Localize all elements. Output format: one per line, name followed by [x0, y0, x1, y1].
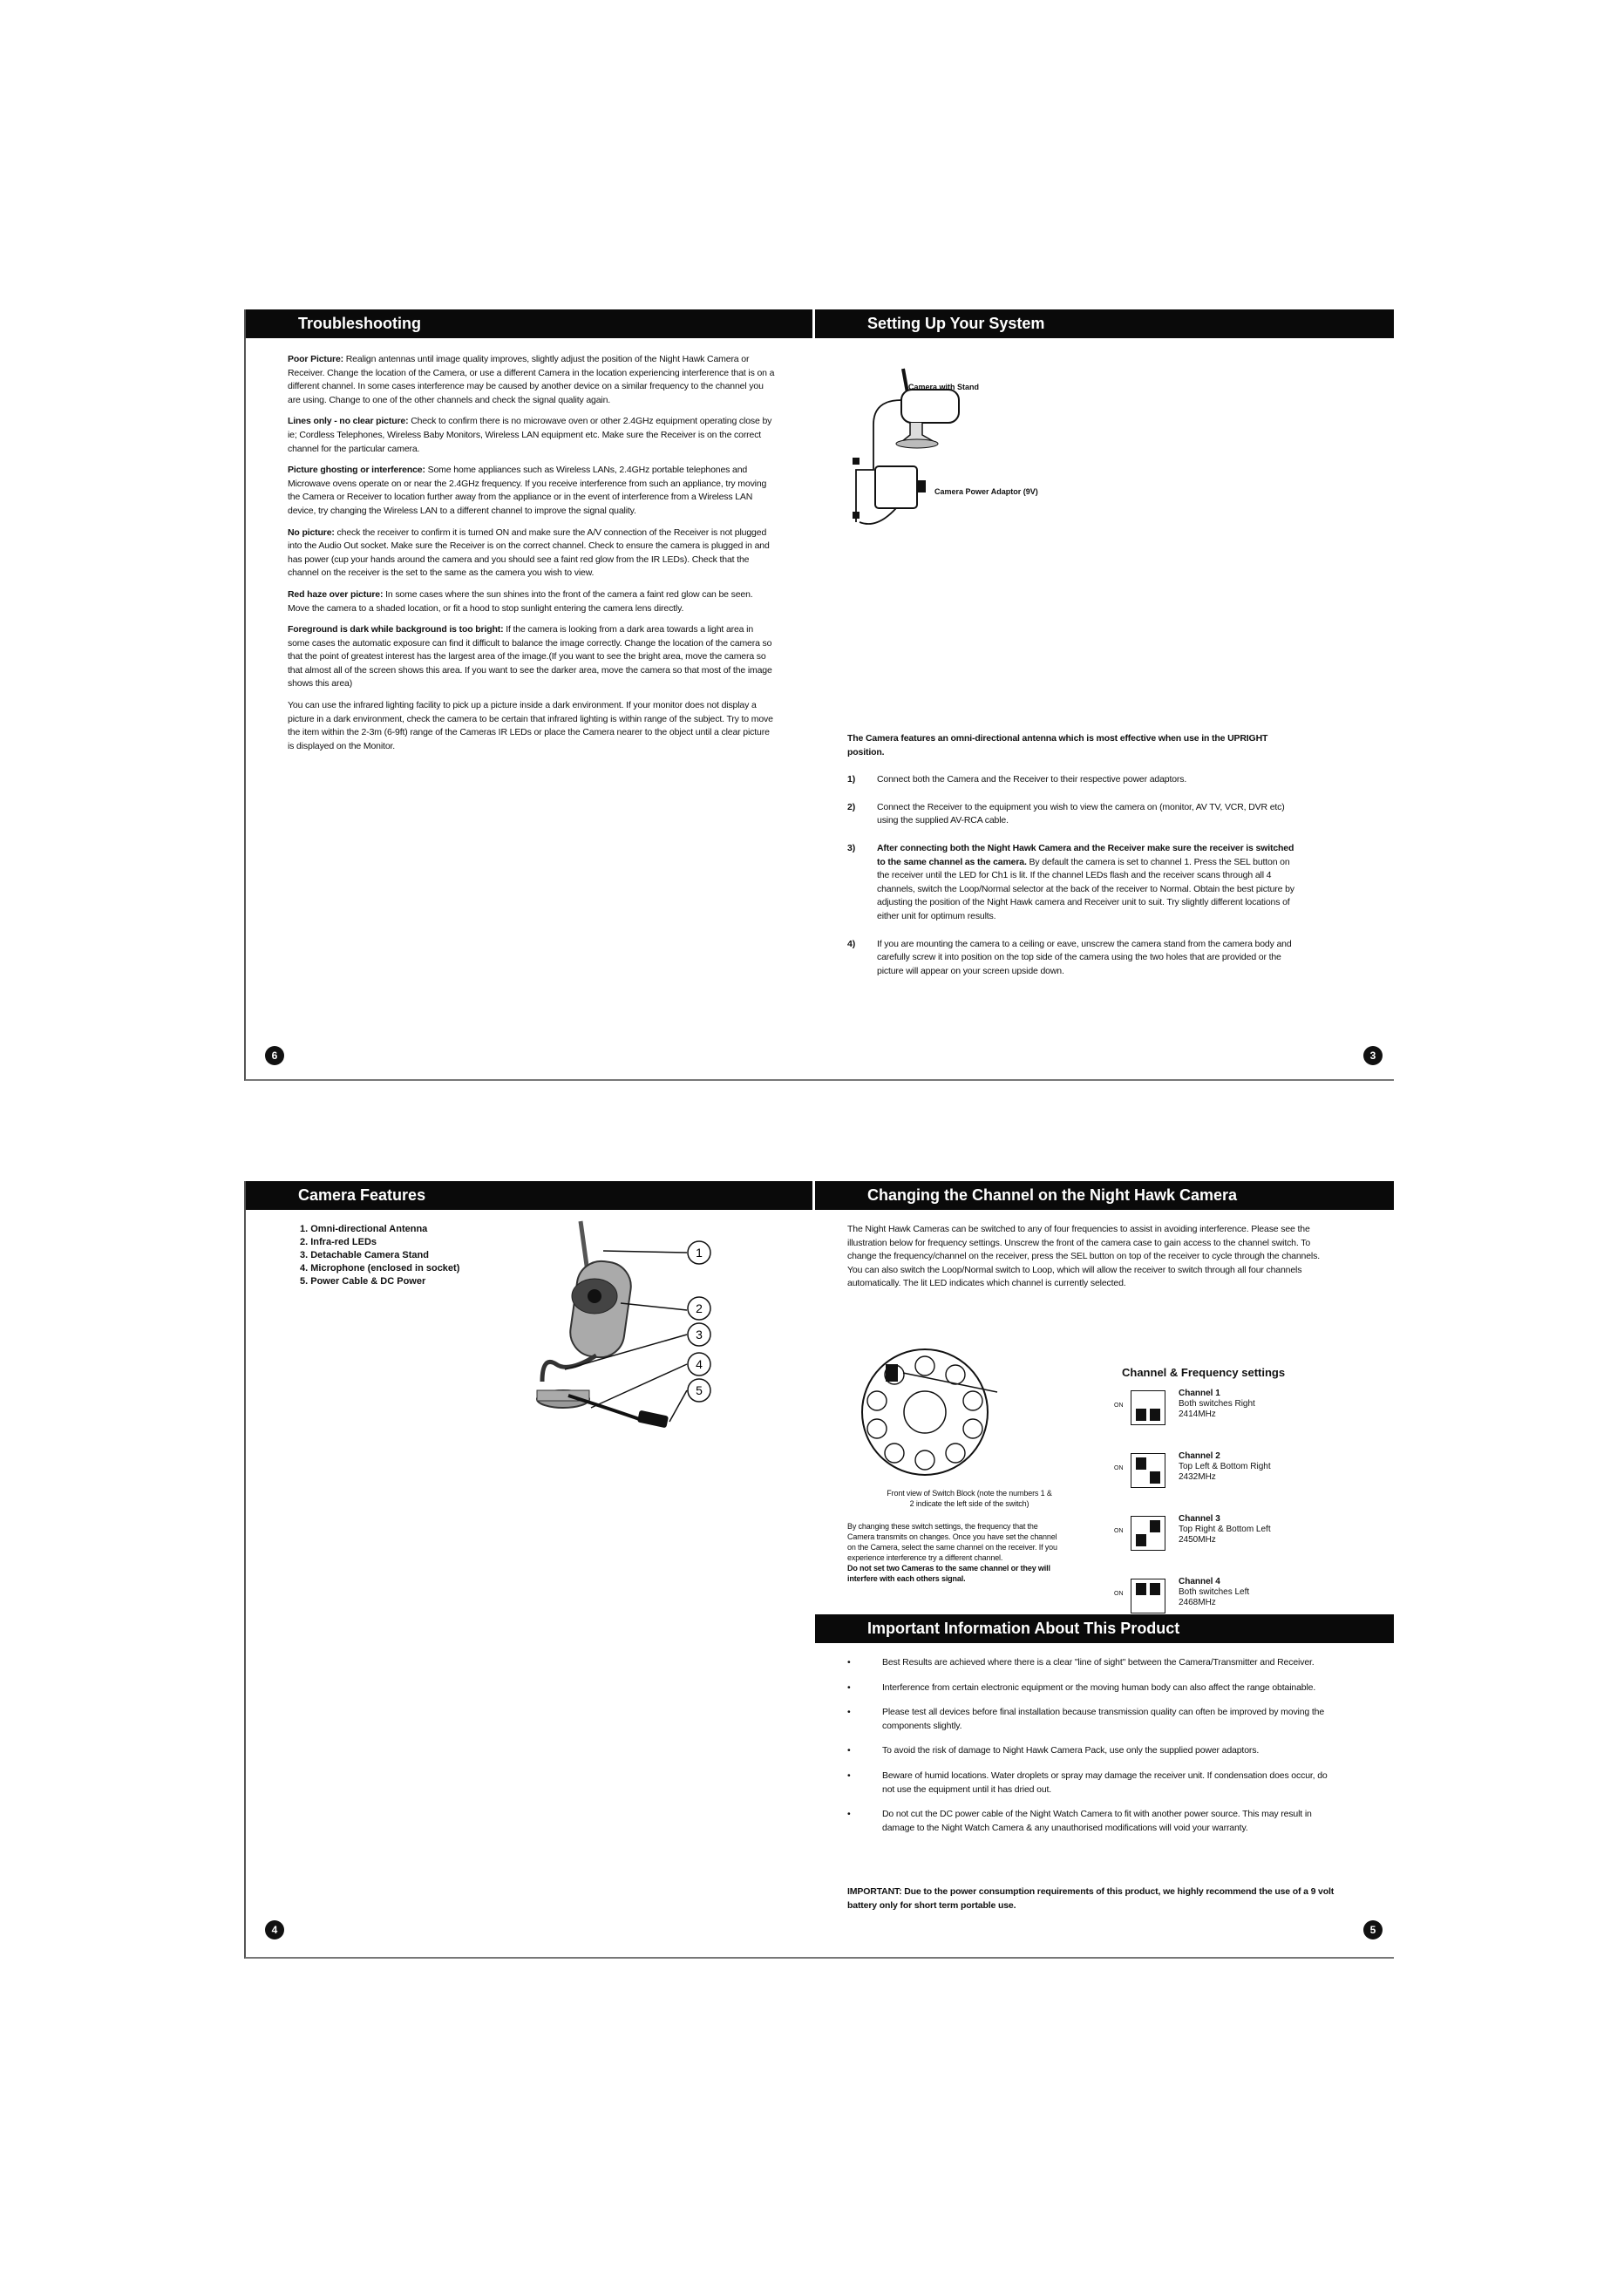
setup-step	[847, 938, 1301, 979]
channel-advice: By changing these switch settings, the frequency that the Camera transmits on changes. Once you have set the channel on the Camera, select the same channel on the receiver. If you experience interference try a different channel.	[847, 1522, 1057, 1562]
important-info-title: Important Information About This Product	[815, 1614, 1394, 1643]
setup-step-number: 1)	[847, 774, 856, 785]
switch-block-icon	[851, 1338, 999, 1486]
switch-block-diagram	[851, 1338, 999, 1486]
switch-lever	[1150, 1583, 1160, 1595]
troubleshooting-paragraph-lead: Lines only - no clear picture:	[288, 416, 409, 427]
setup-steps-area	[847, 732, 1301, 992]
channel-2-switch	[1114, 1453, 1165, 1488]
feature-item: 4. Microphone (enclosed in socket)	[300, 1263, 460, 1274]
channel-name: Channel 1	[1179, 1389, 1220, 1398]
troubleshooting-paragraph	[288, 588, 776, 615]
troubleshooting-paragraph	[288, 623, 776, 691]
feature-item: 1. Omni-directional Antenna	[300, 1224, 428, 1234]
setup-step-text: By default the camera is set to channel 1. Press the SEL button on the receiver until the LED for Ch1 is lit. If the channel LEDs flash and the receiver scans through all 4 channels, switch the Loop/Normal selector at the back of the receiver to Normal. Obtain the best picture by adjusting the position of the Night Hawk camera and Receiver unit to suit. Try slightly different locations of either unit for optimum results.	[877, 856, 1294, 921]
channel-4-label	[1179, 1577, 1249, 1608]
troubleshooting-paragraph-body: check the receiver to confirm it is turned ON and make sure the A/V connection of the Receiver is not plugged into the Audio Out socket. Make sure the Receiver is on the correct channel. Check to ensure the camera is plugged in and has power (cup your hands around the camera and you should see a faint red glow from the IR LEDs). Check that the channel on the receiver is the set to the same as the camera you wish to view.	[288, 526, 770, 579]
power-cable-icon	[568, 1396, 647, 1422]
important-bullet-text: Interference from certain electronic equipment or the moving human body can also affect the range obtainable.	[882, 1681, 1316, 1693]
setup-diagram	[847, 355, 1065, 538]
troubleshooting-section	[288, 353, 776, 761]
channel-3-label	[1179, 1514, 1271, 1545]
troubleshooting-paragraph-body: Check to confirm there is no microwave oven or other 2.4GHz equipment operating close by ie; Cordless Telephones, Wireless Baby Monitors, Wireless LAN equipment etc. Make sure the Receiver is on the correct channel for the particular camera.	[288, 416, 772, 454]
important-bullet	[847, 1808, 1335, 1835]
bullet-icon: •	[847, 1681, 851, 1693]
channel-advice-warning: Do not set two Cameras to the same channel or they will interfere with each others signal.	[847, 1564, 1050, 1583]
channel-name: Channel 2	[1179, 1451, 1220, 1461]
channel-desc: Both switches Left	[1179, 1587, 1250, 1597]
switch-on-tag: ON	[1114, 1591, 1124, 1597]
switch-lever	[1136, 1583, 1146, 1595]
channel-freq: 2414MHz	[1179, 1410, 1216, 1419]
troubleshooting-paragraph	[288, 699, 776, 753]
spread-bottom	[244, 1181, 1394, 1959]
setup-step	[847, 801, 1301, 828]
callout-2-label: 2	[696, 1301, 703, 1315]
troubleshooting-paragraph-lead: Foreground is dark while background is too bright:	[288, 624, 504, 635]
troubleshooting-paragraph-lead: No picture:	[288, 526, 335, 538]
troubleshooting-paragraph-body: Realign antennas until image quality improves, slightly adjust the position of the Night Hawk Camera or Receiver. Change the location of the Camera, or use a different Camera in the location experiencing interference that is on a different channel. In some cases interference may be caused by another device on a similar frequency to the channel you are using. Change to one of the other channels and check the signal quality again.	[288, 354, 775, 405]
channel-name: Channel 3	[1179, 1514, 1220, 1524]
important-bullet-text: Do not cut the DC power cable of the Night Watch Camera to fit with another power source. This may result in damage to the Night Watch Camera & any unauthorised modifications will void your warranty.	[882, 1809, 1312, 1833]
camera-features-diagram	[507, 1216, 769, 1460]
page-number-right-bottom: 5	[1363, 1920, 1383, 1939]
troubleshooting-paragraph	[288, 464, 776, 518]
channel-intro: The Night Hawk Cameras can be switched to any of four frequencies to assist in avoiding interference. Please see the illustration below for frequency settings. Unscrew the front of the camera case to gain access to the channel switch. To change the frequency/channel on the receiver, press the SEL button on top of the receiver to cycle through the channels. You can also switch the Loop/Normal switch to Loop, which will allow the receiver to switch through all four channels automatically. The lit LED indicates which channel is currently selected.	[847, 1224, 1320, 1289]
switch-lever	[1136, 1409, 1146, 1421]
bullet-icon: •	[847, 1707, 851, 1718]
label-camera-with-stand: Camera with Stand	[908, 383, 980, 391]
channel-4-switch	[1114, 1579, 1165, 1613]
camera-features-title: Camera Features	[246, 1181, 812, 1210]
channel-title: Changing the Channel on the Night Hawk Camera	[815, 1181, 1394, 1210]
channel-freq: 2468MHz	[1179, 1598, 1216, 1607]
channel-settings-title: Channel & Frequency settings	[1122, 1366, 1286, 1379]
switch-on-tag: ON	[1114, 1528, 1124, 1534]
switch-lever	[1150, 1520, 1160, 1532]
setup-steps	[847, 773, 1301, 978]
feature-item: 3. Detachable Camera Stand	[300, 1250, 429, 1260]
important-bullet-text: Please test all devices before final installation because transmission quality can often be improved by moving the components slightly.	[882, 1707, 1325, 1731]
antenna-icon	[581, 1221, 588, 1272]
troubleshooting-paragraph	[288, 415, 776, 456]
label-power-adaptor: Camera Power Adaptor (9V)	[934, 487, 1038, 496]
troubleshooting-paragraph-lead: Poor Picture:	[288, 354, 343, 364]
important-bullet	[847, 1770, 1335, 1797]
setup-step-number: 2)	[847, 801, 856, 812]
feature-item: 2. Infra-red LEDs	[300, 1237, 377, 1247]
channel-freq: 2450MHz	[1179, 1535, 1216, 1545]
channel-1-switch	[1114, 1390, 1165, 1425]
callout-5-label: 5	[696, 1383, 703, 1397]
setup-step-text: Connect both the Camera and the Receiver to their respective power adaptors.	[877, 774, 1187, 785]
important-bullet	[847, 1744, 1335, 1758]
switch-lever	[1136, 1534, 1146, 1546]
switch-lever	[1136, 1457, 1146, 1470]
important-bullet-text: Best Results are achieved where there is a clear "line of sight" between the Camera/Transmitter and Receiver.	[882, 1657, 1315, 1668]
setup-title: Setting Up Your System	[815, 309, 1394, 338]
important-bullet	[847, 1706, 1335, 1733]
switch-on-tag: ON	[1114, 1465, 1124, 1471]
channel-desc: Top Left & Bottom Right	[1179, 1462, 1271, 1471]
channel-desc: Top Right & Bottom Left	[1179, 1525, 1271, 1534]
channel-2-label	[1179, 1451, 1271, 1483]
antenna-note: The Camera features an omni-directional antenna which is most effective when use in the UPRIGHT position.	[847, 733, 1268, 757]
important-footer-text: Due to the power consumption requirements of this product, we highly recommend the use of a 9 volt battery only for short term portable use.	[847, 1886, 1335, 1911]
setup-step-number: 4)	[847, 938, 856, 949]
important-bullet	[847, 1656, 1335, 1670]
important-info-list	[847, 1656, 1335, 1846]
page-number-left-bottom: 4	[265, 1920, 284, 1939]
camera-photo-illustration	[507, 1216, 769, 1460]
troubleshooting-paragraph	[288, 526, 776, 581]
page-number-left-top: 6	[265, 1046, 284, 1065]
troubleshooting-paragraph-body: You can use the infrared lighting facility to pick up a picture inside a dark environment. If your monitor does not display a picture in a dark environment, check the camera to be certain that infrared lighting is within range of the subject. Try to move the item within the 2-3m (6-9ft) range of the Cameras IR LEDs or place the Camera nearer to the object until a clear picture is displayed on the Monitor.	[288, 700, 773, 751]
bullet-icon: •	[847, 1657, 851, 1668]
setup-step-number: 3)	[847, 842, 856, 853]
features-list	[300, 1223, 509, 1288]
troubleshooting-paragraph-lead: Picture ghosting or interference:	[288, 465, 425, 476]
troubleshooting-title: Troubleshooting	[246, 309, 812, 338]
camera-body-icon	[901, 390, 959, 423]
switch-lever	[1150, 1409, 1160, 1421]
switch-lever	[1150, 1471, 1160, 1484]
channel-1-label	[1179, 1389, 1255, 1420]
setup-step	[847, 773, 1301, 787]
setup-step	[847, 842, 1301, 924]
channel-name: Channel 4	[1179, 1577, 1220, 1586]
setup-step-text: Connect the Receiver to the equipment you wish to view the camera on (monitor, AV TV, VCR, DVR etc) using the supplied AV-RCA cable.	[877, 801, 1285, 826]
dc-socket-icon	[637, 1410, 669, 1429]
important-bullet	[847, 1681, 1335, 1695]
channel-3-switch	[1114, 1516, 1165, 1551]
important-footer	[847, 1885, 1335, 1912]
page-number-right-top: 3	[1363, 1046, 1383, 1065]
switch-caption: Front view of Switch Block (note the numbers 1 & 2 indicate the left side of the switch)	[887, 1489, 1052, 1508]
important-bullet-text: To avoid the risk of damage to Night Hawk Camera Pack, use only the supplied power adaptors.	[882, 1745, 1260, 1756]
channel-freq: 2432MHz	[1179, 1472, 1216, 1482]
bullet-icon: •	[847, 1809, 851, 1820]
feature-item: 5. Power Cable & DC Power	[300, 1276, 426, 1287]
callout-1-label: 1	[696, 1246, 703, 1260]
troubleshooting-paragraph	[288, 353, 776, 407]
troubleshooting-paragraph-body: Some home appliances such as Wireless LANs, 2.4GHz portable telephones and Microwave ovens operate on or near the 2.4GHz frequency. If you receive interference from such an appliance, try moving the Camera or Receiver to location further away from the appliance or in the event of interference from a Wireless LAN device, try changing the Wireless LAN to a different channel to improve the signal quality.	[288, 465, 767, 516]
callout-4-label: 4	[696, 1357, 703, 1371]
setup-step-text: If you are mounting the camera to a ceiling or eave, unscrew the camera stand from the camera body and carefully screw it into position on the top side of the camera using the two holes that are provided or the picture will appear on your screen upside down.	[877, 938, 1292, 976]
channel-desc: Both switches Right	[1179, 1399, 1255, 1409]
bullet-icon: •	[847, 1770, 851, 1781]
bullet-icon: •	[847, 1745, 851, 1756]
troubleshooting-paragraph-body: In some cases where the sun shines into the front of the camera a faint red glow can be seen. Move the camera to a shaded location, or fit a hood to stop sunlight entering the camera lens directly.	[288, 588, 753, 614]
callout-3-label: 3	[696, 1328, 703, 1342]
power-adaptor-icon	[875, 466, 917, 508]
setup-step-lead: After connecting both the Night Hawk Camera and the Receiver make sure the receiver is switched to the same channel as the camera.	[877, 842, 1294, 867]
troubleshooting-paragraph-body: If the camera is looking from a dark area towards a light area in some cases the automatic exposure can find it difficult to balance the image correctly. Change the location of the camera so that the point of greatest interest has the largest area of the image.(If you want to see the bright area, move the camera so that almost all of the screen shows this area. If you want to see the darker area, move the camera so that most of the image shows this area)	[288, 624, 772, 689]
troubleshooting-paragraph-lead: Red haze over picture:	[288, 588, 384, 600]
important-bullet-text: Beware of humid locations. Water droplets or spray may damage the receiver unit. If condensation does occur, do not use the equipment until it has dried out.	[882, 1770, 1328, 1795]
important-footer-lead: IMPORTANT:	[847, 1886, 902, 1897]
spread-top	[244, 309, 1394, 1081]
switch-on-tag: ON	[1114, 1403, 1124, 1409]
